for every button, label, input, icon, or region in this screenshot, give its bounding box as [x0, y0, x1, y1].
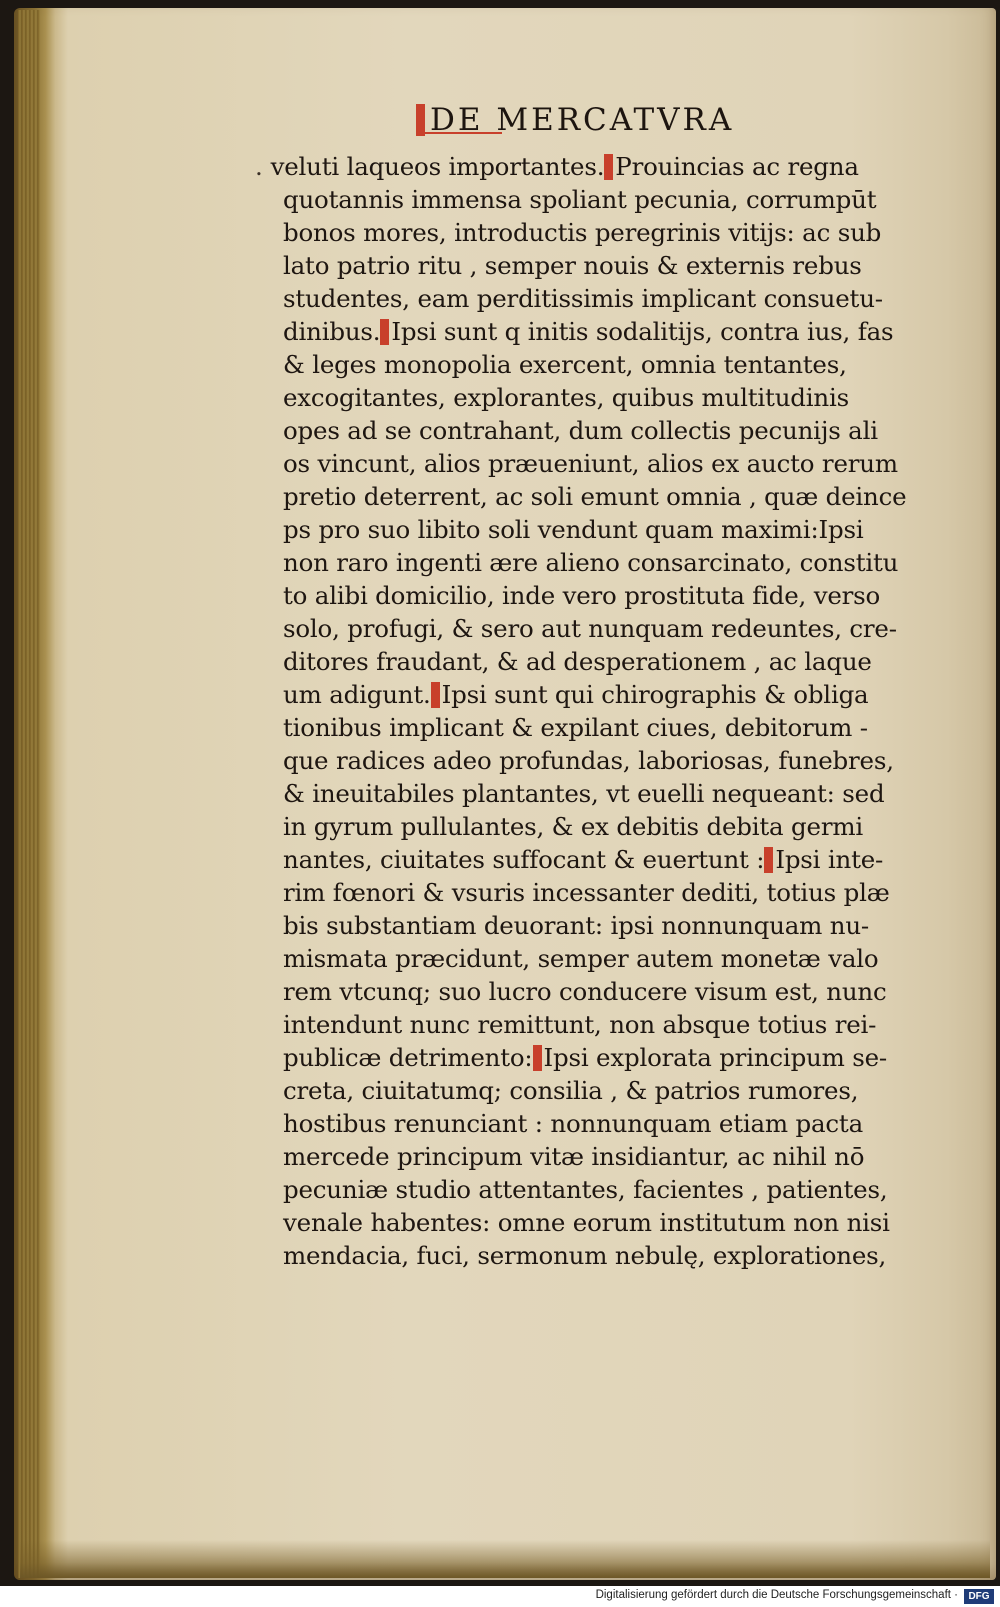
text-line: excogitantes, explorantes, quibus multitudinis	[283, 383, 849, 412]
margin-dot: .	[255, 152, 263, 181]
text-line: mercede principum vitæ insidiantur, ac nihil nō	[283, 1142, 865, 1171]
text-line: mendacia, fuci, sermonum nebulę, explorationes,	[283, 1241, 887, 1270]
text-line: solo, profugi, & sero aut nunquam redeuntes, cre-	[283, 614, 897, 643]
text-line: in gyrum pullulantes, & ex debitis debita germi	[283, 812, 864, 841]
rubric-pilcrow	[533, 1045, 542, 1071]
text-line: que radices adeo profundas, laboriosas, funebres,	[283, 746, 894, 775]
book-spine-edge	[18, 10, 40, 1578]
text-line: publicæ detrimento: Ipsi explorata principum se-	[283, 1043, 888, 1072]
text-line: creta, ciuitatumq; consilia , & patrios rumores,	[283, 1076, 859, 1105]
text-line: bis substantiam deuorant: ipsi nonnunquam nu-	[283, 911, 870, 940]
text-line: . veluti laqueos importantes. Prouincias ac regna	[255, 152, 859, 181]
text-line: pretio deterrent, ac soli emunt omnia , quæ deince	[283, 482, 907, 511]
text-line: intendunt nunc remittunt, non absque totius rei-	[283, 1010, 877, 1039]
text-line: rem vtcunq; suo lucro conducere visum est, nunc	[283, 977, 887, 1006]
main-text-block	[255, 150, 970, 1272]
dfg-logo-icon: DFG	[964, 1589, 994, 1604]
text-line: venale habentes: omne eorum institutum non nisi	[283, 1208, 890, 1237]
running-head: DE MERCATVRA	[430, 102, 735, 138]
text-line: quotannis immensa spoliant pecunia, corrumpūt	[283, 185, 877, 214]
text-line: tionibus implicant & expilant ciues, debitorum -	[283, 713, 868, 742]
text-line: bonos mores, introductis peregrinis vitijs: ac sub	[283, 218, 882, 247]
text-line: non raro ingenti ære alieno consarcinato, constitu	[283, 548, 899, 577]
rubric-pilcrow	[380, 319, 389, 345]
text-line: mismata præcidunt, semper autem monetæ valo	[283, 944, 879, 973]
text-line: pecuniæ studio attentantes, facientes , patientes,	[283, 1175, 888, 1204]
text-line: to alibi domicilio, inde vero prostituta fide, verso	[283, 581, 881, 610]
text-line: dinibus. Ipsi sunt q initis sodalitijs, contra ius, fas	[283, 317, 894, 346]
text-line: ditores fraudant, & ad desperationem , ac laque	[283, 647, 872, 676]
text-line: os vincunt, alios præueniunt, alios ex aucto rerum	[283, 449, 898, 478]
text-line: ps pro suo libito soli vendunt quam maximi:Ipsi	[283, 515, 864, 544]
text-line: & leges monopolia exercent, omnia tentantes,	[283, 350, 847, 379]
page-bottom-edge	[20, 1540, 990, 1578]
text-line: um adigunt. Ipsi sunt qui chirographis & obliga	[283, 680, 869, 709]
text-line: opes ad se contrahant, dum collectis pecunijs ali	[283, 416, 878, 445]
rubric-pilcrow	[431, 682, 440, 708]
text-line: & ineuitabiles plantantes, vt euelli nequeant: sed	[283, 779, 885, 808]
text-line: rim fœnori & vsuris incessanter dediti, totius plæ	[283, 878, 890, 907]
rubric-pilcrow	[764, 847, 773, 873]
text-line: hostibus renunciant : nonnunquam etiam pacta	[283, 1109, 863, 1138]
text-line: lato patrio ritu , semper nouis & externis rebus	[283, 251, 862, 280]
text-line: nantes, ciuitates suffocant & euertunt : Ipsi inte-	[283, 845, 884, 874]
text-line: studentes, eam perditissimis implicant consuetu-	[283, 284, 883, 313]
rubric-pilcrow	[604, 154, 613, 180]
digitization-credit: Digitalisierung gefördert durch die Deutsche Forschungsgemeinschaft ·	[595, 1589, 958, 1601]
